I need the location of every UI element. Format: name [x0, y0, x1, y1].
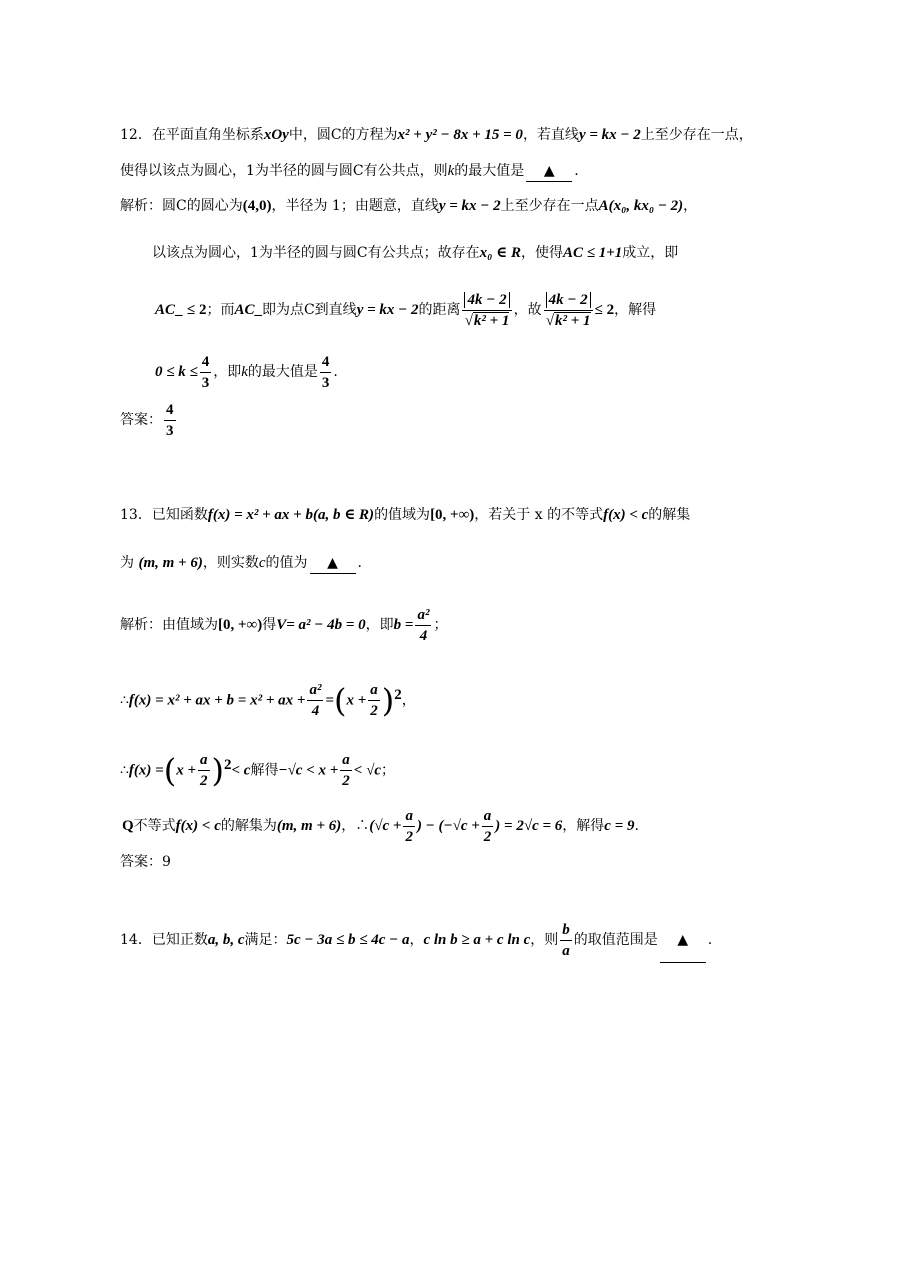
q12-text: ，即	[213, 364, 242, 380]
q12-math: xOy	[263, 127, 289, 143]
q12-solution-line3	[155, 288, 656, 332]
q12-text: ；而	[206, 302, 235, 318]
q13-text: .	[634, 818, 639, 834]
q14-math: b	[560, 920, 572, 941]
q13-math: c = 9	[604, 818, 635, 834]
q13-math: < √c	[353, 762, 381, 779]
q12-math: A(x₀, kx₀ − 2)	[598, 198, 684, 214]
q13-text: 的值为	[265, 555, 308, 571]
q14-text: .	[707, 932, 713, 948]
q12-text: 的最大值是	[454, 163, 525, 179]
q13-text: ，	[401, 692, 416, 709]
q13-text: 得	[262, 617, 277, 633]
q12-solution-line2	[152, 243, 678, 263]
q12-math: x₀ ∈ R	[479, 245, 521, 261]
q13-solution-line3: ∴f(x) =(x + $\frac{a}{2}$ )$^2$< c解得−√c < x + $\frac{a}{2}$ < √c；	[120, 751, 395, 790]
q13-math: c	[258, 555, 266, 571]
q13-math: ) − (−√c +	[416, 818, 480, 834]
q12-text: 成立，即	[622, 245, 679, 261]
q14-math: 5c − 3a ≤ b ≤ 4c − a	[286, 932, 410, 948]
q12-math: y = kx − 2	[356, 302, 419, 318]
q13-math: b =	[393, 617, 414, 633]
q12-math: 0 ≤ k ≤	[155, 364, 198, 380]
q14-text: 14．已知正数	[120, 932, 208, 948]
q12-text: 12．在平面直角坐标系	[120, 127, 264, 143]
q14-text: ，则	[530, 932, 559, 948]
q12-text: 即为点C到直线	[261, 302, 357, 318]
q12-text: 上至少存在一点，	[640, 127, 753, 143]
distance-fraction: $\frac{4k - 2}{\text{√k² + 1}}$	[544, 290, 593, 331]
q13-text: 的解集为	[220, 818, 277, 834]
q12-text: 中，圆C的方程为	[288, 127, 398, 143]
q12-text: ，半径为 1；由题意，直线	[271, 198, 439, 214]
q13-text: ，即	[365, 617, 394, 633]
q12-math: k² + 1	[473, 312, 510, 329]
q13-math: 2	[483, 828, 492, 845]
q12-math: 3	[321, 374, 330, 391]
q13-math: x +	[346, 692, 367, 709]
answer-blank: ▲	[660, 918, 706, 963]
q13-answer-line	[120, 852, 171, 872]
q12-math: x² + y² − 8x + 15 = 0	[397, 127, 523, 143]
q12-math: (4,0)	[242, 198, 272, 214]
q12-solution-line4	[155, 350, 338, 394]
q13-text: 解析：由值域为	[120, 617, 218, 633]
fraction-4-3	[164, 400, 176, 441]
q13-math: a	[198, 750, 210, 771]
q12-math: ≤ 2	[594, 302, 615, 318]
because-symbol: Q	[122, 818, 134, 834]
q12-text: 以该点为圆心，1为半径的圆与圆C有公共点；故存在	[152, 245, 480, 261]
answer-label: 答案：	[120, 854, 162, 870]
q13-text: 为	[120, 555, 134, 571]
q14-text: 的取值范围是	[573, 932, 658, 948]
q13-math: a	[403, 806, 415, 827]
q12-math: y = kx − 2	[578, 127, 641, 143]
q12-math: y = kx − 2	[438, 198, 501, 214]
q13-math: x +	[176, 762, 197, 779]
q14-text: 满足：	[244, 932, 287, 948]
q13-math: V= a² − 4b = 0	[276, 617, 366, 633]
q13-math: −√c < x +	[278, 762, 339, 779]
q13-math: f(x) = x² + ax + b = x² + ax +	[128, 692, 306, 709]
q12-stem-line2	[120, 161, 579, 182]
q13-text: ；	[380, 762, 395, 779]
therefore-symbol: ∴	[120, 692, 129, 709]
q13-solution-line2: ∴f(x) = x² + ax + b = x² + ax + $\frac{\text{a²}}{4}$ =(x + $\frac{a}{2}$ )$^2$，	[120, 681, 416, 720]
q13-math: [0, +∞)	[218, 617, 263, 633]
q12-text: 使得以该点为圆心，1为半径的圆与圆C有公共点，则	[120, 163, 448, 179]
q12-text: 解析：圆C的圆心为	[120, 198, 243, 214]
q12-math: k	[447, 163, 455, 179]
fraction-a-2	[368, 680, 380, 721]
q12-text: 的最大值是	[247, 364, 318, 380]
q12-text: ，解得	[614, 302, 657, 318]
fraction-a-2	[198, 750, 210, 791]
q14-math: c ln b ≥ a + c ln c	[423, 932, 531, 948]
q13-text: ，解得	[562, 818, 605, 834]
fraction-a-2	[482, 806, 494, 847]
q13-stem-line1	[120, 505, 690, 525]
q13-math: < c	[231, 762, 251, 779]
answer-blank: ▲	[526, 161, 572, 182]
q13-math: [0, +∞)	[430, 507, 475, 523]
q14-stem-line1	[120, 918, 712, 963]
q13-math: 2	[200, 773, 208, 790]
q13-text: ，则实数	[202, 555, 259, 571]
q12-text: 上至少存在一点	[500, 198, 599, 214]
q13-math: (√c +	[369, 818, 402, 834]
fraction-b-a	[560, 920, 572, 961]
q12-text: .	[574, 163, 579, 179]
q12-text: ，若直线	[522, 127, 579, 143]
q13-text: ，∴	[341, 818, 370, 834]
q13-math: f(x) < c	[603, 507, 649, 523]
q13-text: 的解集	[648, 507, 691, 523]
q13-stem-line2	[120, 553, 362, 574]
fraction-a-2	[340, 750, 352, 791]
q13-text: 解得	[250, 762, 279, 779]
q13-math: (m, m + 6)	[138, 555, 203, 571]
q13-math: 4	[311, 703, 320, 720]
q13-math: a²	[415, 605, 431, 626]
q12-math: k	[241, 364, 248, 380]
q13-math: f(x) =	[128, 762, 164, 779]
q12-math: AC ≤ 1+1	[562, 245, 623, 261]
therefore-symbol: ∴	[120, 762, 129, 779]
fraction-4-3	[200, 352, 212, 393]
q12-math: 4k − 2	[464, 292, 509, 308]
q13-math: 2	[342, 773, 350, 790]
q13-text: 不等式	[133, 818, 176, 834]
q13-math: f(x) = x² + ax + b(a, b ∈ R)	[207, 507, 375, 523]
q12-text: ，	[683, 198, 698, 214]
q13-text: 的值域为	[374, 507, 431, 523]
q12-math: AC	[155, 302, 176, 318]
q13-math: a²	[307, 680, 323, 701]
answer-value: 9	[162, 854, 171, 870]
distance-fraction: $\frac{4k - 2}{\text{√k² + 1}}$	[462, 290, 511, 331]
q12-answer-line	[120, 398, 178, 442]
q12-stem-line1	[120, 125, 753, 145]
answer-blank: ▲	[310, 553, 356, 574]
q12-text: 的距离	[418, 302, 461, 318]
q14-math: a, b, c	[207, 932, 245, 948]
q12-text: ，故	[513, 302, 542, 318]
q12-math: AC	[234, 302, 255, 318]
answer-label: 答案：	[120, 412, 162, 428]
q13-math: =	[325, 692, 334, 709]
fraction-a2-4	[415, 605, 431, 646]
q14-text: ，	[409, 932, 424, 948]
q12-text: ，使得	[520, 245, 563, 261]
q13-math: a	[482, 806, 494, 827]
q12-math: k² + 1	[554, 312, 591, 329]
q13-math: 2	[405, 828, 413, 845]
fraction-a2-4	[307, 680, 323, 721]
q13-math: 2	[224, 757, 232, 773]
q12-math: 4	[200, 352, 212, 373]
q12-math: ≤ 2	[186, 302, 207, 318]
fraction-a-2	[403, 806, 415, 847]
q13-math: 4	[419, 627, 428, 644]
q13-math: 2	[394, 687, 402, 703]
q13-solution-line1	[120, 603, 447, 647]
q13-math: 2	[370, 703, 378, 720]
fraction-4-3	[320, 352, 332, 393]
q12-math: _	[175, 302, 183, 318]
q13-text: 13．已知函数	[120, 507, 208, 523]
q12-math: 4	[320, 352, 332, 373]
q13-math: (m, m + 6)	[276, 818, 342, 834]
q12-math: 4	[164, 400, 176, 421]
q12-math: 3	[201, 374, 210, 391]
q12-solution-line1	[120, 196, 697, 216]
q13-math: f(x) < c	[175, 818, 221, 834]
q13-math: ) = 2√c = 6	[495, 818, 563, 834]
q13-text: .	[357, 555, 362, 571]
q13-math: a	[368, 680, 380, 701]
q12-math: _	[254, 302, 262, 318]
q13-math: a	[340, 750, 352, 771]
q12-text: .	[333, 364, 338, 380]
q13-text: ，若关于 x 的不等式	[474, 507, 604, 523]
q12-math: 3	[166, 422, 174, 439]
q13-text: ；	[433, 617, 448, 633]
q14-math: a	[562, 942, 570, 959]
q13-solution-line4	[122, 804, 639, 848]
q12-math: 4k − 2	[546, 292, 591, 308]
